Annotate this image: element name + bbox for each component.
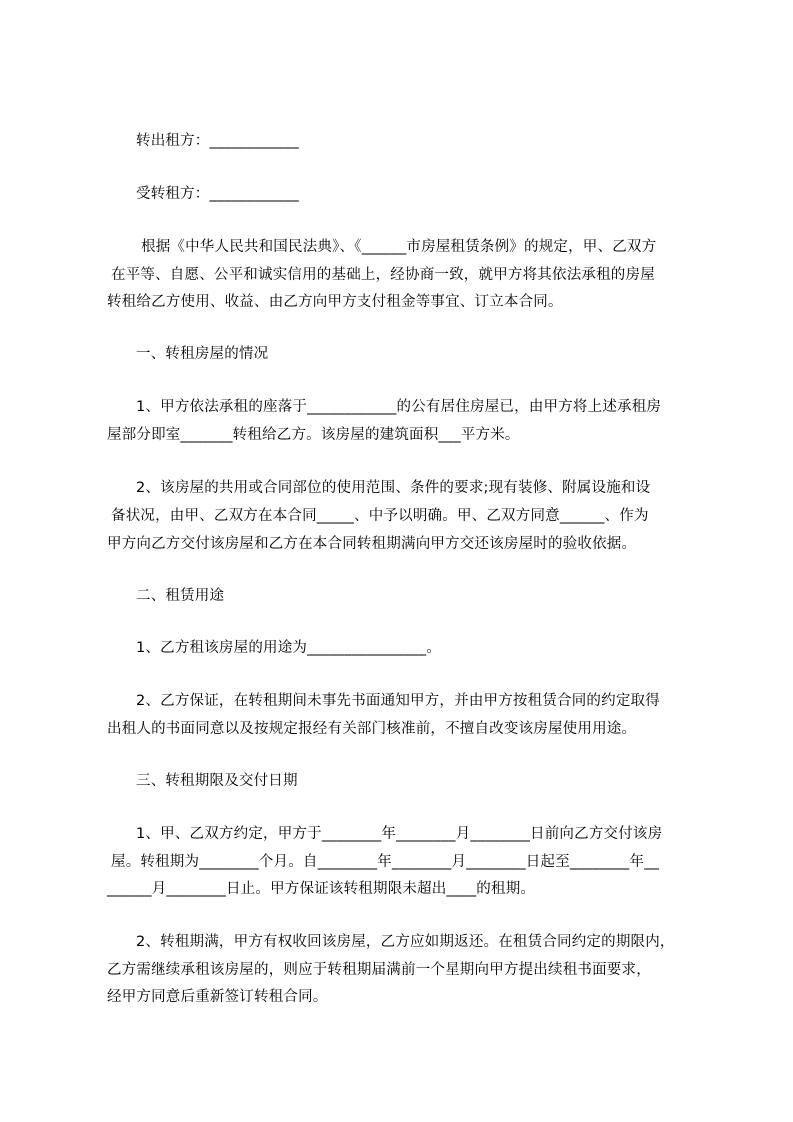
s1-item2-line-2: 备状况，由甲、乙双方在本合同_____、中予以明确。甲、乙双方同意______、作为 bbox=[111, 508, 649, 524]
s1-item2-line-1: 2、该房屋的共用或合同部位的使用范围、条件的要求;现有装修、附属设施和设 bbox=[136, 480, 651, 496]
s3-item1-line-2: 屋。转租期为________个月。自________年________月________日起至________年__ bbox=[111, 854, 660, 870]
party-out-line: 转出租方：____________ bbox=[136, 133, 299, 149]
intro-line-2: 在平等、自愿、公平和诚实信用的基础上，经协商一致，就甲方将其依法承租的房屋 bbox=[111, 267, 655, 283]
intro-line-3: 转租给乙方使用、收益、由乙方向甲方支付租金等事宜、订立本合同。 bbox=[107, 294, 563, 310]
s3-item1-line-3: ______月________日止。甲方保证该转租期限未超出____的租期。 bbox=[107, 881, 536, 897]
s3-item2-line-1: 2、转租期满，甲方有权收回该房屋，乙方应如期返还。在租赁合同约定的期限内， bbox=[136, 934, 675, 950]
s1-item1-line-1: 1、甲方依法承租的座落于____________的公有居住房屋已，由甲方将上述承租房 bbox=[136, 399, 662, 415]
section-2-title: 二、租赁用途 bbox=[136, 588, 225, 604]
s1-item1-line-2: 屋部分即室_______转租给乙方。该房屋的建筑面积___平方米。 bbox=[107, 427, 520, 443]
section-3-title: 三、转租期限及交付日期 bbox=[136, 773, 298, 789]
s3-item2-line-2: 乙方需继续承租该房屋的，则应于转租期届满前一个星期向甲方提出续租书面要求， bbox=[107, 962, 651, 978]
s2-item2-line-2: 出租人的书面同意以及按规定报经有关部门核准前，不擅自改变该房屋使用用途。 bbox=[107, 721, 637, 737]
s1-item2-line-3: 甲方向乙方交付该房屋和乙方在本合同转租期满向甲方交还该房屋时的验收依据。 bbox=[107, 536, 637, 552]
s2-item2-line-1: 2、乙方保证，在转租期间未事先书面通知甲方，并由甲方按租赁合同的约定取得 bbox=[136, 693, 660, 709]
s3-item1-line-1: 1、甲、乙双方约定，甲方于________年________月________日前向乙方交付该房 bbox=[136, 826, 663, 842]
s3-item2-line-3: 经甲方同意后重新签订转租合同。 bbox=[107, 989, 328, 1005]
intro-line-1: 根据《中华人民共和国民法典》、《______市房屋租赁条例》的规定，甲、乙双方 bbox=[141, 239, 657, 255]
s2-item1-line: 1、乙方租该房屋的用途为________________。 bbox=[136, 640, 442, 656]
section-1-title: 一、转租房屋的情况 bbox=[136, 346, 269, 362]
party-in-line: 受转租方：____________ bbox=[136, 186, 299, 202]
